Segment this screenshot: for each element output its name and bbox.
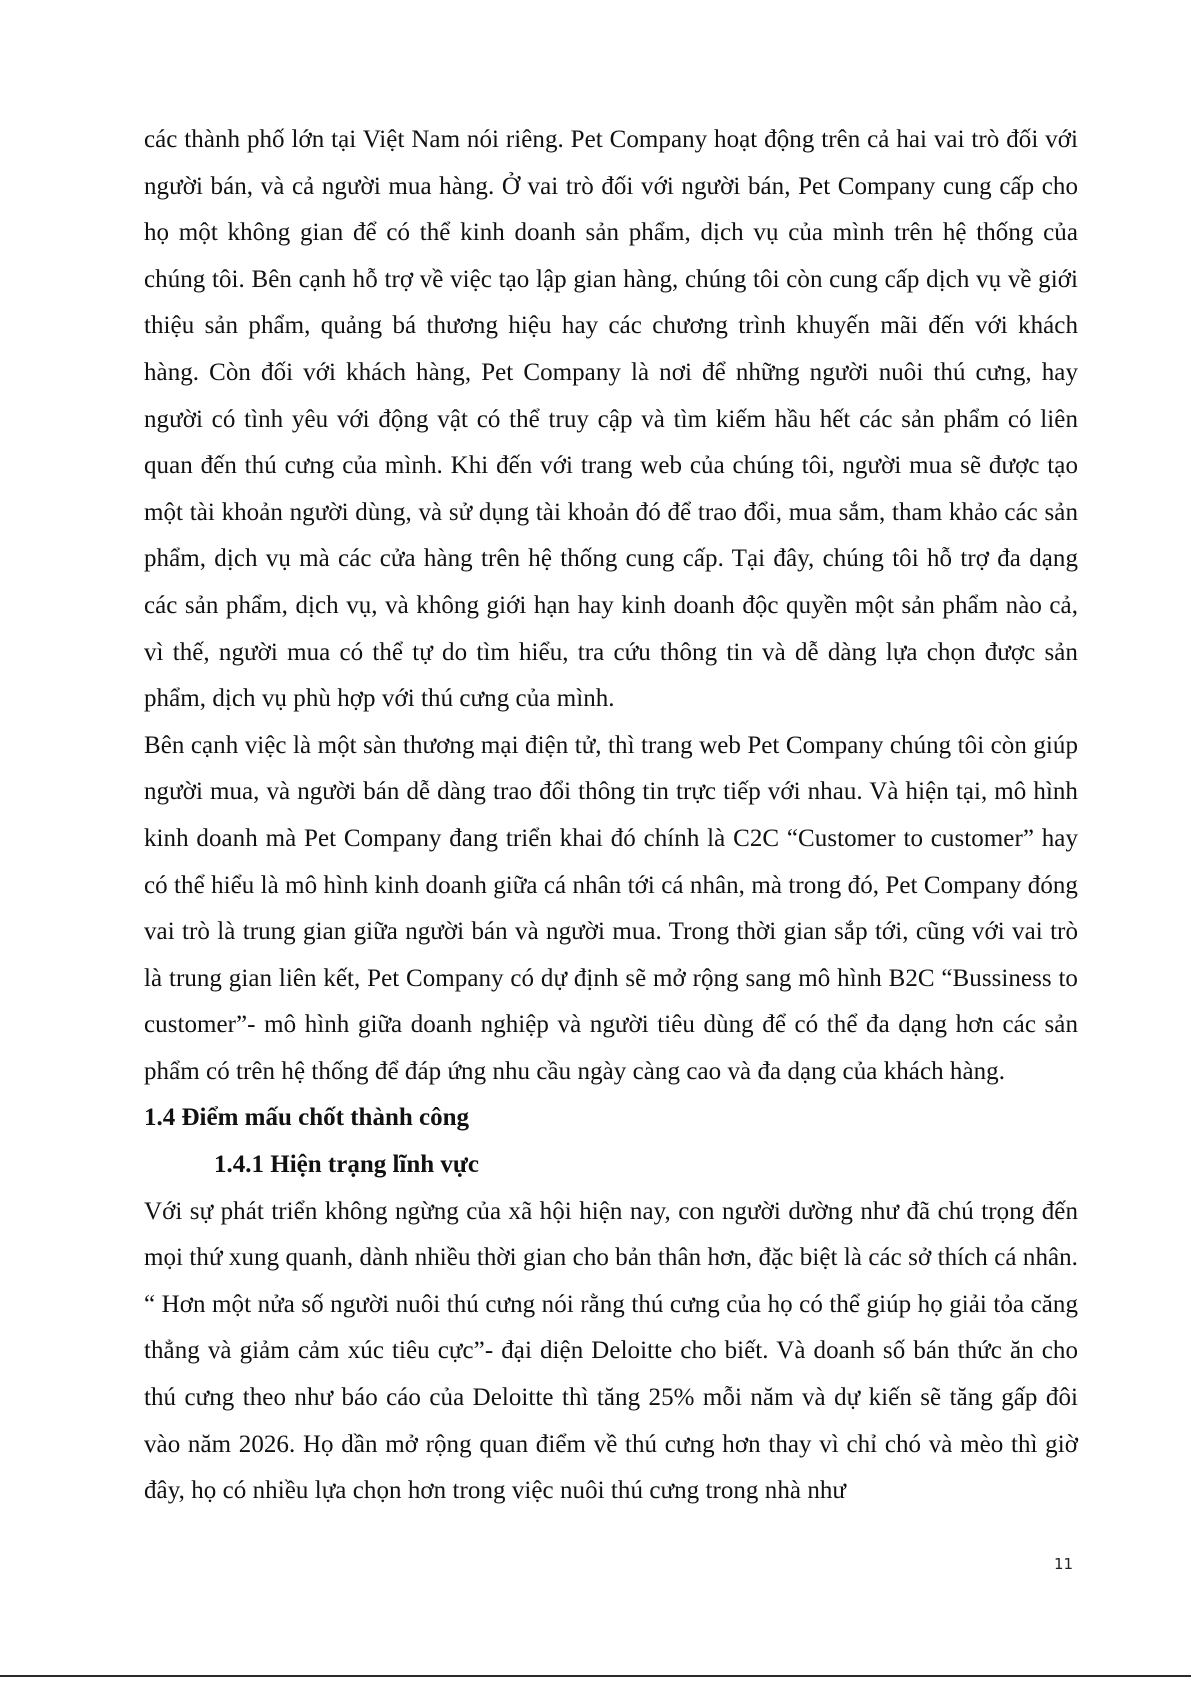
- paragraph-business-model: Bên cạnh việc là một sàn thương mại điện tử, thì trang web Pet Company chúng tôi còn giúp người mua, và người bán dễ dàng trao đổi thông tin trực tiếp với nhau. Và hiện tại, mô hình kinh doanh mà Pet Company đang triển khai đó chính là C2C “Customer to customer” hay có thể hiểu là mô hình kinh doanh giữa cá nhân tới cá nhân, mà trong đó, Pet Company đóng vai trò là trung gian giữa người bán và người mua. Trong thời gian sắp tới, cũng với vai trò là trung gian liên kết, Pet Company có dự định sẽ mở rộng sang mô hình B2C “Bussiness to customer”- mô hình giữa doanh nghiệp và người tiêu dùng để có thể đa dạng hơn các sản phẩm có trên hệ thống để đáp ứng nhu cầu ngày càng cao và đa dạng của khách hàng.: [144, 731, 1078, 1085]
- subsection-heading: 1.4.1 Hiện trạng lĩnh vực: [214, 1151, 480, 1179]
- page-number: 11: [1054, 1555, 1074, 1573]
- section-heading: 1.4 Điểm mấu chốt thành công: [144, 1104, 470, 1132]
- paragraph-field-status: Với sự phát triển không ngừng của xã hội hiện nay, con người dường như đã chú trọng đến mọi thứ xung quanh, dành nhiều thời gian cho bản thân hơn, đặc biệt là các sở thích cá nhân. “ Hơn một nửa số người nuôi thú cưng nói rằng thú cưng của họ có thể giúp họ giải tỏa căng thẳng và giảm cảm xúc tiêu cực”- đại diện Deloitte cho biết. Và doanh số bán thức ăn cho thú cưng theo như báo cáo của Deloitte thì tăng 25% mỗi năm và dự kiến sẽ tăng gấp đôi vào năm 2026. Họ dần mở rộng quan điểm về thú cưng hơn thay vì chỉ chó và mèo thì giờ đây, họ có nhiều lựa chọn hơn trong việc nuôi thú cưng trong nhà như: [144, 1197, 1078, 1505]
- footer-divider: [0, 1675, 1191, 1677]
- paragraph-business-roles: các thành phố lớn tại Việt Nam nói riêng. Pet Company hoạt động trên cả hai vai trò đối với người bán, và cả người mua hàng. Ở vai trò đối với người bán, Pet Company cung cấp cho họ một không gian để có thể kinh doanh sản phẩm, dịch vụ của mình trên hệ thống của chúng tôi. Bên cạnh hỗ trợ về việc tạo lập gian hàng, chúng tôi còn cung cấp dịch vụ về giới thiệu sản phẩm, quảng bá thương hiệu hay các chương trình khuyến mãi đến với khách hàng. Còn đối với khách hàng, Pet Company là nơi để những người nuôi thú cưng, hay người có tình yêu với động vật có thể truy cập và tìm kiếm hầu hết các sản phẩm có liên quan đến thú cưng của mình. Khi đến với trang web của chúng tôi, người mua sẽ được tạo một tài khoản người dùng, và sử dụng tài khoản đó để trao đổi, mua sắm, tham khảo các sản phẩm, dịch vụ mà các cửa hàng trên hệ thống cung cấp. Tại đây, chúng tôi hỗ trợ đa dạng các sản phẩm, dịch vụ, và không giới hạn hay kinh doanh độc quyền một sản phẩm nào cả, vì thế, người mua có thể tự do tìm hiểu, tra cứu thông tin và dễ dàng lựa chọn được sản phẩm, dịch vụ phù hợp với thú cưng của mình.: [144, 126, 1078, 713]
- page-body: [144, 117, 1078, 1515]
